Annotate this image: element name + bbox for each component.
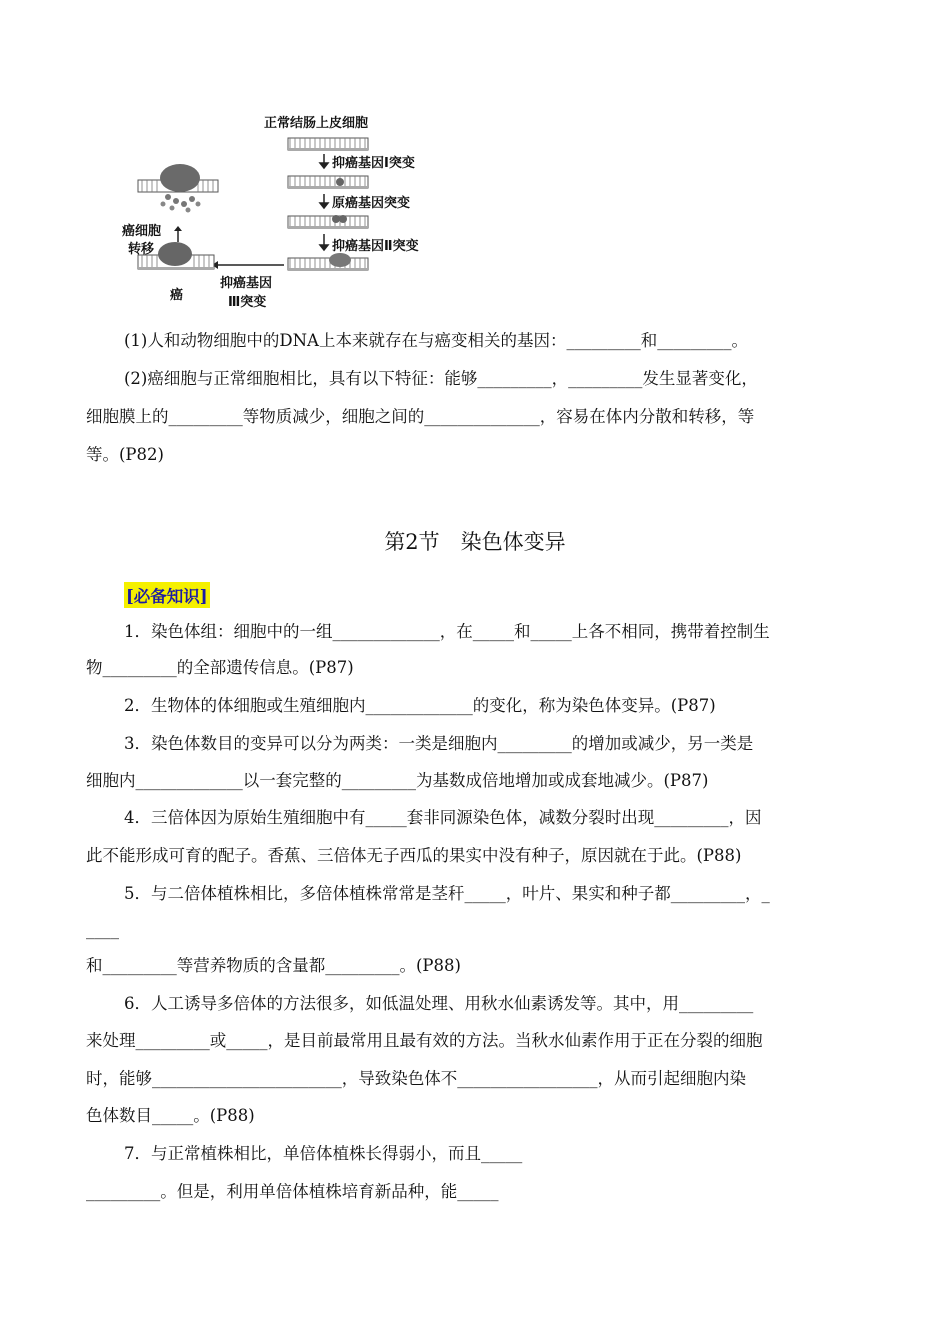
section-title: 第2节 染色体变异 [384,530,566,554]
step4-label-1: 抑癌基因 [220,276,273,291]
cancer-label: 癌 [170,288,184,303]
normal-epithelium-strip [288,138,368,151]
item-6-line-1: 6．人工诱导多倍体的方法很多，如低温处理、用秋水仙素诱发等。其中，用_________ [124,994,754,1013]
left-arrow [212,261,284,269]
knowledge-tag: [必备知识] [124,582,210,608]
metastasis-strip [138,164,218,213]
question-2-line-2: 细胞膜上的_________等物质减少，细胞之间的______________，容易在体内分散和转移，等 [86,407,755,426]
item-7-line-2: _________。但是，利用单倍体植株培育新品种，能_____ [86,1182,499,1201]
item-3-line-1: 3．染色体数目的变异可以分为两类：一类是细胞内_________的增加或减少，另一类是 [124,734,754,753]
figure-title: 正常结肠上皮细胞 [264,116,369,131]
item-5-line-3: 和_________等营养物质的含量都_________。(P88) [86,956,461,975]
step4-label-2: Ⅲ突变 [228,295,267,310]
item-4-line-2: 此不能形成可育的配子。香蕉、三倍体无子西瓜的果实中没有种子，原因就在于此。(P88) [86,846,742,865]
item-3-line-2: 细胞内_____________以一套完整的_________为基数成倍地增加或成套地减少。(P87) [86,771,709,790]
mutation1-epithelium-strip [288,176,368,189]
item-5-line-2: ____ [86,920,119,939]
item-6-line-3: 时，能够_______________________，导致染色体不_________________，从而引起细胞内染 [86,1069,746,1088]
item-4-line-1: 4．三倍体因为原始生殖细胞中有_____套非同源染色体，减数分裂时出现_________，因 [124,808,762,827]
step1-label: 抑癌基因Ⅰ突变 [332,156,415,171]
item-1-line-1: 1．染色体组：细胞中的一组_____________，在_____和_____上各不相同，携带着控制生 [124,622,770,641]
step2-label: 原癌基因突变 [332,196,411,211]
item-6-line-2: 来处理_________或_____，是目前最常用且最有效的方法。当秋水仙素作用于正在分裂的细胞 [86,1031,763,1050]
item-1-line-2: 物_________的全部遗传信息。(P87) [86,658,354,677]
item-7-line-1: 7．与正常植株相比，单倍体植株长得弱小，而且_____ [124,1144,523,1163]
item-2-line-1: 2．生物体的体细胞或生殖细胞内_____________的变化，称为染色体变异。(P87) [124,696,716,715]
question-2-line-3: 等。(P82) [86,445,164,464]
cancer-progression-figure [118,100,458,315]
item-6-line-4: 色体数目_____。(P88) [86,1106,255,1125]
transfer-label-2: 转移 [128,242,155,257]
item-5-line-1: 5．与二倍体植株相比，多倍体植株常常是茎秆_____，叶片、果实和种子都_________，_ [124,884,770,903]
question-2-line-1: (2)癌细胞与正常细胞相比，具有以下特征：能够_________，_________发生显著变化， [124,369,758,388]
up-arrow [174,226,182,242]
mutation3-epithelium-strip [288,253,368,271]
transfer-label-1: 癌细胞 [122,224,162,239]
mutation2-epithelium-strip [288,215,368,229]
step3-label: 抑癌基因Ⅱ突变 [332,239,419,254]
question-1: (1)人和动物细胞中的DNA上本来就存在与癌变相关的基因：_________和_________。 [124,331,748,350]
down-arrows [320,154,328,250]
